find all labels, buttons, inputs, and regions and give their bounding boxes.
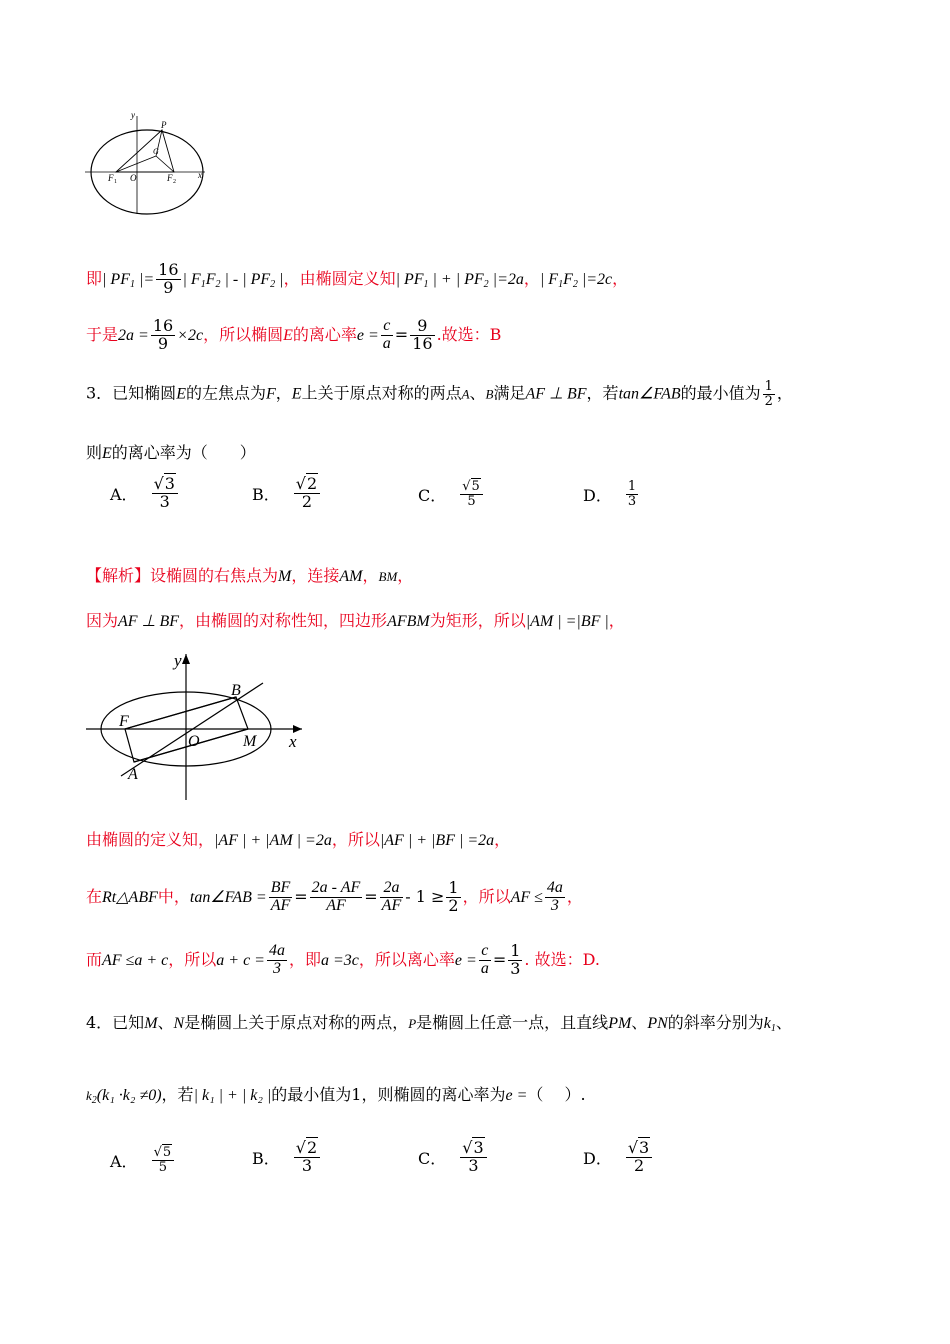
q3-text: 上关于原点对称的两点 xyxy=(301,383,462,403)
frac-1-2: $\frac{1}{2}$ xyxy=(448,878,459,915)
comma: ， xyxy=(523,268,540,288)
expr-am-bf: |AM | =|BF | xyxy=(525,613,609,630)
var-e: E xyxy=(283,326,293,344)
fig1-label-x: x xyxy=(198,170,202,180)
option-value: $\frac{√5}{5}$ xyxy=(152,1146,175,1174)
frac-2a-af: $\frac{2a - AF}{AF}$ xyxy=(311,879,361,914)
q4-option-b[interactable] xyxy=(252,1140,322,1175)
q4-text: （ ）. xyxy=(527,1085,586,1104)
expr-2c: ×2c xyxy=(177,326,204,344)
fig2-label-b: B xyxy=(231,682,241,699)
frac-c-a: $\frac{c}{a}$ xyxy=(382,317,391,352)
q3-option-d[interactable] xyxy=(583,480,640,508)
fig1-label-p: P xyxy=(161,120,167,130)
f1f2-2c: | $F_1F_2$ |=2c xyxy=(539,270,613,290)
var-a: A xyxy=(461,386,470,402)
text-eccentricity: 的离心率 xyxy=(292,324,357,344)
text-ji: 即 xyxy=(86,268,103,288)
sol-text: ， xyxy=(608,611,625,630)
expr-perp: AF ⊥ BF xyxy=(525,385,587,403)
equals: = xyxy=(364,886,378,906)
fig2-label-f: F xyxy=(119,713,129,730)
q3-text: ，若 xyxy=(586,383,619,403)
comma: ， xyxy=(612,268,629,288)
var-p: P xyxy=(408,1016,417,1031)
expr-af: AF ≤ xyxy=(510,888,543,906)
option-value: $\frac{√3}{3}$ xyxy=(460,1140,486,1175)
q3-option-b[interactable] xyxy=(252,476,322,511)
sol-text: 由椭圆的定义知， xyxy=(86,830,215,849)
line-pm: PM xyxy=(608,1015,632,1032)
ellipse-figure-2 xyxy=(82,650,312,802)
answer-b: .故选：B xyxy=(436,324,502,344)
sol-text: ， xyxy=(566,886,583,906)
frac-16-9: $\frac{16}{9}$ xyxy=(152,316,174,353)
sol-text: 为矩形，所以 xyxy=(429,611,526,630)
q3-text: ， xyxy=(275,383,292,403)
var-f: F xyxy=(265,385,276,403)
text-suoyi: ，所以椭圆 xyxy=(203,324,284,344)
ellipse-figure-1 xyxy=(80,108,220,218)
sol-text: ， xyxy=(494,830,511,849)
option-value: $\frac{√2}{2}$ xyxy=(294,476,320,511)
sol-text: 设椭圆的右焦点为 xyxy=(150,566,279,585)
var-k1: $k_1$ xyxy=(763,1015,776,1034)
fig2-label-m: M xyxy=(243,733,257,750)
expr-cond: (k₁ ·k₂ ≠0) xyxy=(96,1087,162,1104)
sep: 、 xyxy=(469,383,486,403)
minus-ge: - 1 ≥ xyxy=(405,886,445,906)
q3-text: 3．已知椭圆 xyxy=(86,383,177,403)
expr-af-bf: |AF | + |BF | =2a xyxy=(379,832,495,849)
option-value: $\frac{√5}{5}$ xyxy=(460,480,483,508)
var-k2: $k_2$ xyxy=(86,1088,97,1106)
frac-9-16: $\frac{9}{16}$ xyxy=(412,316,433,353)
q3-option-a[interactable] xyxy=(110,476,180,511)
q4-text: 的斜率分别为 xyxy=(667,1013,764,1032)
frac-1-3: $\frac{1}{3}$ xyxy=(510,941,521,978)
sol-text: ，由椭圆的对称性知，四边形 xyxy=(179,611,388,630)
var-e: E xyxy=(102,445,112,462)
fig2-label-y: y xyxy=(174,651,182,670)
answer-d: . 故选：D. xyxy=(524,949,600,969)
expr-tan: tan∠FAB xyxy=(618,385,681,403)
question-3-line-1 xyxy=(86,380,793,408)
sol-text: 而 xyxy=(86,949,103,969)
expr-def: |AF | + |AM | =2a xyxy=(214,832,332,849)
pf1-abs: | $PF_1$ |= xyxy=(102,270,155,290)
frac-bf-af: $\frac{BF}{AF}$ xyxy=(270,879,291,914)
triangle-abf: Rt△ABF xyxy=(102,888,158,906)
sep: 、 xyxy=(631,1013,648,1032)
value-one: 1 xyxy=(351,1085,362,1104)
frac-c-a: $\frac{c}{a}$ xyxy=(480,942,489,977)
option-label: C． xyxy=(418,485,447,505)
sol-text: ，即 xyxy=(288,949,321,969)
q4-text: 是椭圆上关于原点对称的两点， xyxy=(184,1013,409,1032)
q3-text: 满足 xyxy=(493,383,526,403)
option-label: C． xyxy=(418,1148,447,1168)
solution-line-1 xyxy=(86,262,628,297)
sol-text: ，所以 xyxy=(331,830,380,849)
expr-e: e = xyxy=(454,951,477,969)
question-4-line-2 xyxy=(86,1082,586,1106)
q4-text: 的最小值为 xyxy=(271,1085,352,1104)
fig1-label-f1: F xyxy=(108,173,114,183)
option-value: $\frac{√2}{3}$ xyxy=(294,1140,320,1175)
var-n: N xyxy=(173,1015,185,1032)
option-value: $\frac{1}{3}$ xyxy=(627,479,637,509)
expr-abs: | k₁ | + | k₂ | xyxy=(193,1087,272,1104)
q3-text: 的离心率为（ ） xyxy=(111,443,256,462)
var-m: M xyxy=(278,568,292,585)
expr-tan: tan∠FAB = xyxy=(189,888,267,906)
expr-e: e = xyxy=(356,326,379,344)
sol3-line-5 xyxy=(86,943,600,978)
option-value: $\frac{√3}{3}$ xyxy=(152,476,178,511)
sol-text: ，所以离心率 xyxy=(358,949,455,969)
option-value: $\frac{√3}{2}$ xyxy=(626,1140,652,1175)
frac-4a-3: $\frac{4a}{3}$ xyxy=(546,879,563,914)
quad-afbm: AFBM xyxy=(387,613,430,630)
q4-text: ，则椭圆的离心率为 xyxy=(361,1085,506,1104)
frac-1-2: $\frac{1}{2}$ xyxy=(764,379,773,409)
option-label: D． xyxy=(583,485,612,505)
q4-option-a[interactable] xyxy=(110,1146,176,1174)
fig2-label-a: A xyxy=(128,766,138,783)
sol3-line-1 xyxy=(86,563,413,586)
option-label: D． xyxy=(583,1148,612,1168)
seg-bm: BM xyxy=(378,569,398,584)
q3-text: 则 xyxy=(86,443,103,462)
analysis-tag: 【解析】 xyxy=(86,566,151,585)
fig2-label-o: O xyxy=(188,733,200,750)
sol-text: 在 xyxy=(86,886,103,906)
q4-text: 是椭圆上任意一点，且直线 xyxy=(416,1013,609,1032)
q4-text: 、 xyxy=(775,1013,792,1032)
sol-text: ，所以 xyxy=(168,949,217,969)
equals: = xyxy=(394,324,409,344)
sol-text: ， xyxy=(397,566,414,585)
option-label: A． xyxy=(110,484,138,504)
sol3-line-3 xyxy=(86,827,510,850)
option-label: B． xyxy=(252,484,280,504)
text-yushi: 于是 xyxy=(86,324,119,344)
text-definition: ，由椭圆定义知 xyxy=(283,268,396,288)
frac-2a-over-af: $\frac{2a}{AF}$ xyxy=(381,879,402,914)
sol-text: 中， xyxy=(157,886,190,906)
var-e: E xyxy=(291,385,302,403)
equals: = xyxy=(492,949,507,969)
q3-text: 的左焦点为 xyxy=(185,383,266,403)
question-4-line-1 xyxy=(86,1010,792,1034)
q4-text: ，若 xyxy=(161,1085,194,1104)
sol-text: ，连接 xyxy=(291,566,340,585)
q3-text: 的最小值为 xyxy=(680,383,761,403)
sep: 、 xyxy=(157,1013,174,1032)
q4-option-d[interactable] xyxy=(583,1140,654,1175)
sol-text: ，所以 xyxy=(462,886,511,906)
fig2-label-x: x xyxy=(289,732,297,751)
var-e: E xyxy=(176,385,186,403)
q3-text: ， xyxy=(776,383,793,403)
expr-a-plus-c: a + c = xyxy=(216,951,265,969)
seg-am: AM xyxy=(339,568,363,585)
expr-perp: AF ⊥ BF xyxy=(118,613,180,630)
f1f2-abs: | $F_1F_2$ | - | $PF_2$ | xyxy=(182,270,284,290)
equals: = xyxy=(294,886,308,906)
ellipse-def: | $PF_1$ | + | $PF_2$ |=2a xyxy=(395,270,524,290)
fig1-label-y: y xyxy=(131,110,135,120)
fig1-label-f1sub: 1 xyxy=(114,179,117,185)
expr-2a: 2a = xyxy=(118,326,149,344)
var-b: B xyxy=(485,386,494,402)
sol3-line-2 xyxy=(86,608,625,631)
sol-text: ， xyxy=(362,566,379,585)
sol-text: 因为 xyxy=(86,611,119,630)
sol3-line-4 xyxy=(86,880,583,915)
option-label: B． xyxy=(252,1148,280,1168)
expr-e: e = xyxy=(505,1087,528,1104)
option-label: A． xyxy=(110,1151,138,1171)
solution-line-2 xyxy=(86,318,501,353)
fig1-label-o: O xyxy=(130,173,137,183)
q4-text: 4．已知 xyxy=(86,1013,145,1032)
fig1-label-f2: F xyxy=(167,173,173,183)
fig1-label-f2sub: 2 xyxy=(173,179,176,185)
line-pn: PN xyxy=(647,1015,668,1032)
expr-ineq: AF ≤a + c xyxy=(102,951,169,969)
frac-16-9: $\frac{16}{9}$ xyxy=(158,260,179,297)
frac-4a-3: $\frac{4a}{3}$ xyxy=(268,942,285,977)
question-3-line-2 xyxy=(86,440,256,463)
expr-a-3c: a =3c xyxy=(320,951,359,969)
var-m: M xyxy=(144,1015,158,1032)
q4-option-c[interactable] xyxy=(418,1140,489,1175)
fig1-label-g: G xyxy=(153,147,159,156)
q3-option-c[interactable] xyxy=(418,480,485,508)
